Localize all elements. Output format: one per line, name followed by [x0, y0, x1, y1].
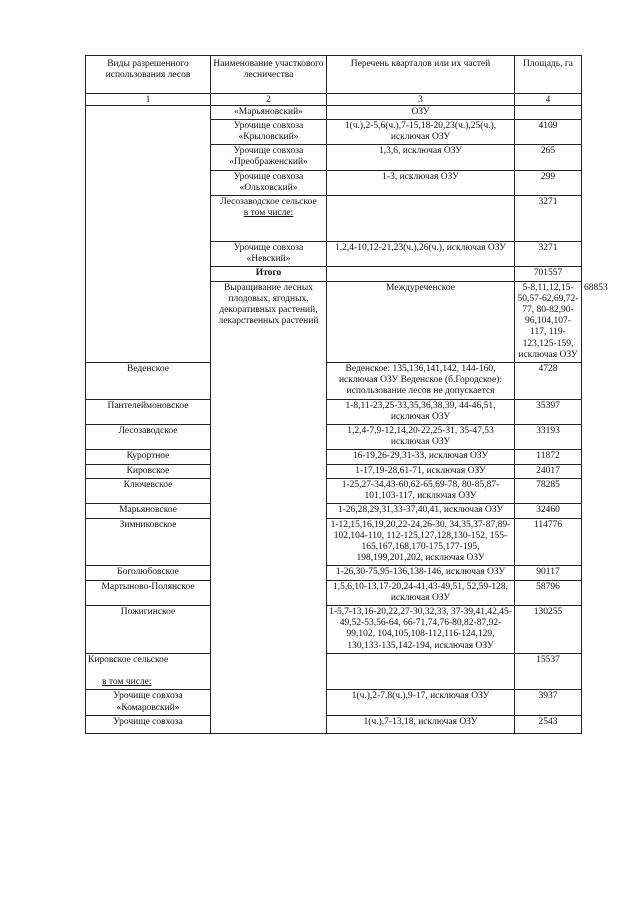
area-cell: 3937: [515, 690, 582, 715]
table-row: [86, 105, 582, 119]
area-cell: 32460: [515, 504, 582, 518]
header-usage: Виды разрешенного использования лесов: [86, 56, 211, 94]
area-cell: 15537: [515, 653, 582, 690]
forestry-name: Зимниковское: [86, 518, 211, 566]
area-cell: 2543: [515, 715, 582, 733]
forestry-name: Урочище совхоза «Ольховский»: [211, 170, 327, 195]
quarters-cell: 1(ч.),7-13,18, исключая ОЗУ: [327, 715, 515, 733]
quarters-cell: [327, 267, 515, 281]
table-row: [86, 653, 582, 690]
quarters-cell: 1,3,6, исключая ОЗУ: [327, 145, 515, 170]
header-quarters: Перечень кварталов или их частей: [327, 56, 515, 94]
table-row: [86, 690, 582, 715]
area-cell: 114776: [515, 518, 582, 566]
quarters-cell: 1-17,19-28,61-71, исключая ОЗУ: [327, 464, 515, 478]
area-cell: 24017: [515, 464, 582, 478]
table-row: [86, 504, 582, 518]
table-row: [86, 478, 582, 503]
quarters-cell: ОЗУ: [327, 105, 515, 119]
quarters-cell: 5-8,11,12,15-50,57-62,69,72-77, 80-82,90-96,104,107-117, 119-123,125-159, исключая ОЗУ: [515, 281, 582, 362]
quarters-cell: 1-25,27-34,43-60,62-65,69-78, 80-85,87-101,103-117, исключая ОЗУ: [327, 478, 515, 503]
index-cell: 3: [327, 94, 515, 106]
total-area: 701557: [515, 267, 582, 281]
area-cell: 78285: [515, 478, 582, 503]
forestry-name: Курортное: [86, 450, 211, 464]
table-row: [86, 425, 582, 450]
area-cell: 3271: [515, 242, 582, 267]
table-row: [86, 580, 582, 605]
forestry-name: Марьяновское: [86, 504, 211, 518]
table-row: [86, 399, 582, 424]
quarters-cell: 1(ч.),2-5,6(ч.),7-15,18-20,23(ч.),25(ч.), исключая ОЗУ: [327, 119, 515, 144]
header-area: Площадь, га: [515, 56, 582, 94]
quarters-cell: 1-26,30-75,95-136,138-146, исключая ОЗУ: [327, 566, 515, 580]
kirovskoe-name: Кировское сельское: [88, 654, 169, 665]
forestry-name: Урочище совхоза: [86, 715, 211, 733]
table-row: [86, 605, 582, 653]
quarters-cell: 1-5,7-13,16-20,22,27-30,32,33, 37-39,41,42,45-49,52-53,56-64, 66-71,74,76-80,82-87,92-99,102, 104,105,108-112,116-124,129, 130,133-135,142-194, исключая ОЗУ: [327, 605, 515, 653]
forestry-name: Урочище совхоза «Крыловский»: [211, 119, 327, 144]
area-cell: 3271: [515, 196, 582, 242]
quarters-cell: [327, 653, 515, 690]
forestry-name: Междуреченское: [327, 281, 515, 362]
quarters-cell: [327, 196, 515, 242]
forestry-name: «Марьяновский»: [211, 105, 327, 119]
area-cell: 58796: [515, 580, 582, 605]
quarters-cell: 1,2,4-7,9-12,14,20-22,25-31, 35-47,53 исключая ОЗУ: [327, 425, 515, 450]
forestry-name: Ключевское: [86, 478, 211, 503]
index-cell: 2: [211, 94, 327, 106]
quarters-cell: 1,5,6,10-13,17-20,24-41,43-49,51, 52,59-128, исключая ОЗУ: [327, 580, 515, 605]
including-label: в том числе:: [243, 208, 294, 219]
forestry-name: Мартыново-Полянское: [86, 580, 211, 605]
usage-cell: Выращивание лесных плодовых, ягодных, декоративных растений, лекарственных растений: [211, 281, 327, 733]
table-row: [86, 450, 582, 464]
quarters-cell: 1(ч.),2-7,8(ч.),9-17, исключая ОЗУ: [327, 690, 515, 715]
total-label: Итого: [211, 267, 327, 281]
quarters-cell: 1-12,15,16,19,20,22-24,26-30, 34,35,37-87,89-102,104-110, 112-125,127,128,130-152, 155-165,167,168,170-175,177-195, 198,199,201,202, исключая ОЗУ: [327, 518, 515, 566]
quarters-cell: Веденское: 135,136,141,142, 144-160, исключая ОЗУ Веденское (б.Городское): использование лесов не допускается: [327, 363, 515, 400]
table-row: [86, 464, 582, 478]
area-cell: 4728: [515, 363, 582, 400]
forest-usage-table: [85, 55, 608, 734]
header-row: [86, 56, 582, 94]
forestry-name: Лесозаводское: [86, 425, 211, 450]
table-row: [86, 518, 582, 566]
forestry-name: Веденское: [86, 363, 211, 400]
area-cell: 11872: [515, 450, 582, 464]
index-row: [86, 94, 582, 106]
table-row: [86, 363, 582, 400]
area-cell: [515, 105, 582, 119]
usage-cell-empty: [86, 105, 211, 362]
quarters-cell: 1-26,28,29,31,33-37,40,41, исключая ОЗУ: [327, 504, 515, 518]
forestry-name: [86, 653, 211, 690]
quarters-cell: 1-8,11-23,25-33,35,36,38,39, 44-46,51, исключая ОЗУ: [327, 399, 515, 424]
area-cell: 4109: [515, 119, 582, 144]
forestry-name: Пантелеймоновское: [86, 399, 211, 424]
quarters-cell: 1,2,4-10,12-21,23(ч.),26(ч.), исключая ОЗУ: [327, 242, 515, 267]
table-row: [86, 715, 582, 733]
table-row: Выращивание лесных плодовых, ягодных, декоративных растений, лекарственных растений Междуреченское 5-8,11,12,15-50,57-62,69,72-77, 80-82,90-96,104,107-117, 119-123,125-159, исключая ОЗУ 68853: [86, 281, 582, 362]
index-cell: 4: [515, 94, 582, 106]
area-cell: 90117: [515, 566, 582, 580]
including-label: в том числе:: [102, 677, 152, 688]
area-cell: 35397: [515, 399, 582, 424]
forestry-name: Боголюбовское: [86, 566, 211, 580]
forestry-name: [211, 196, 327, 242]
area-cell: 130255: [515, 605, 582, 653]
forestry-name: Урочище совхоза «Невский»: [211, 242, 327, 267]
forestry-name: Пожигинское: [86, 605, 211, 653]
lesozavod-name: Лесозаводское сельское: [220, 197, 317, 208]
index-cell: 1: [86, 94, 211, 106]
forestry-name: Урочище совхоза «Комаровский»: [86, 690, 211, 715]
forestry-name: Кировское: [86, 464, 211, 478]
quarters-cell: 1-3, исключая ОЗУ: [327, 170, 515, 195]
forestry-name: Урочище совхоза «Преображенский»: [211, 145, 327, 170]
area-cell: 33193: [515, 425, 582, 450]
area-cell: 265: [515, 145, 582, 170]
table-row: [86, 566, 582, 580]
quarters-cell: 16-19,26-29,31-33, исключая ОЗУ: [327, 450, 515, 464]
header-forestry: Наименование участкового лесничества: [211, 56, 327, 94]
area-cell: 299: [515, 170, 582, 195]
